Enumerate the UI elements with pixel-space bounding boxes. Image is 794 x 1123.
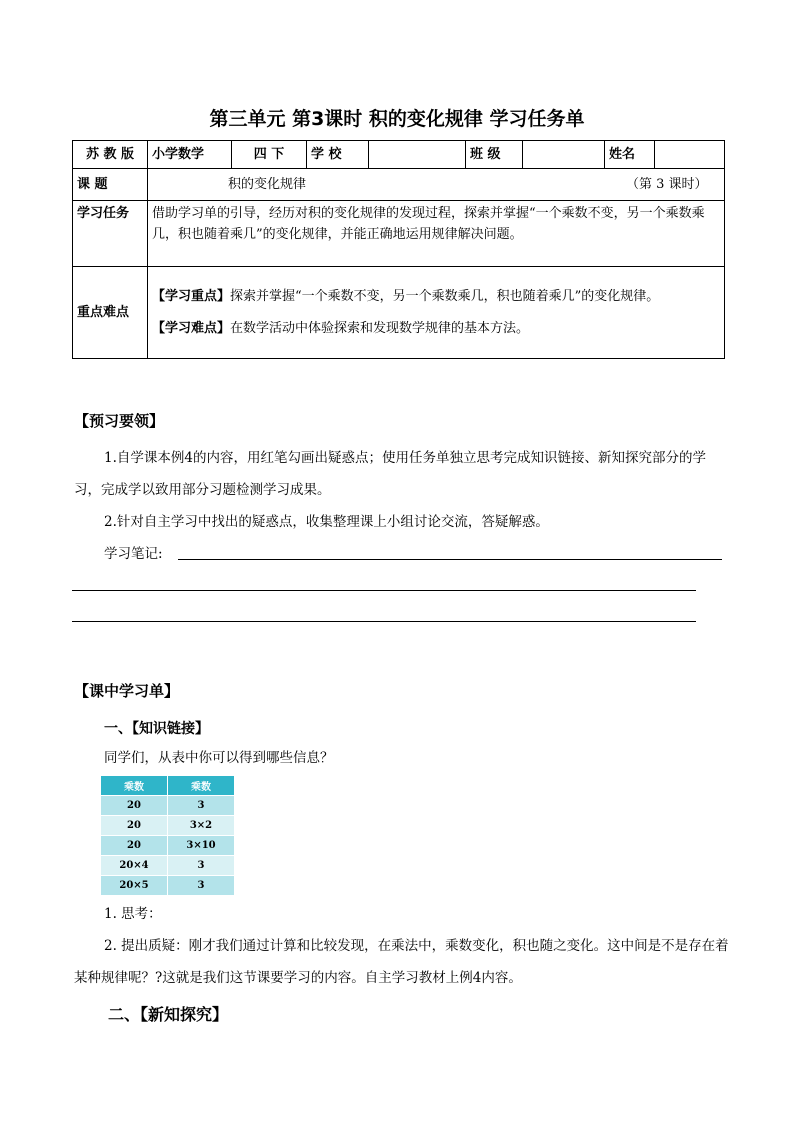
topic-label: 课 题 [73,169,148,201]
new-knowledge-heading: 二、【新知探究】 [108,1005,229,1024]
table-cell: 20 [101,836,168,856]
topic-value: 积的变化规律 [228,176,307,192]
school-label: 学 校 [307,141,369,169]
key-point-text: 探索并掌握“一个乘数不变，另一个乘数乘几，积也随着乘几”的变化规律。 [230,288,660,304]
notes-line-3[interactable] [72,621,696,622]
table-cell: 20 [101,796,168,816]
publisher-cell: 苏 教 版 [73,141,148,169]
lesson-number: （第 3 课时） [626,176,708,192]
difficulty-text: 在数学活动中体验探索和发现数学规律的基本方法。 [230,320,530,336]
task-label: 学习任务 [73,201,148,267]
table-cell: 3×10 [168,836,235,856]
in-class-heading: 【课中学习单】 [74,682,180,700]
key-point-tag: 【学习重点】 [152,288,231,304]
notes-label: 学习笔记: [104,546,163,562]
table-question: 同学们，从表中你可以得到哪些信息？ [104,750,334,766]
name-label: 姓名 [605,141,655,169]
notes-line-2[interactable] [72,590,696,591]
task-text: 借助学习单的引导，经历对积的变化规律的发现过程，探索并掌握“一个乘数不变，另一个乘数乘几，积也随着乘几”的变化规律，并能正确地运用规律解决问题。 [148,201,725,267]
name-value[interactable] [655,141,725,169]
info-table [72,140,725,359]
preview-item-2: 2.针对自主学习中找出的疑惑点，收集整理课上小组讨论交流，答疑解惑。 [104,514,549,530]
table-row [101,836,235,856]
raise-question: 2. 提出质疑：刚才我们通过计算和比较发现，在乘法中，乘数变化，积也随之变化。这中间是不是存在着某种规律呢？?这就是我们这节课要学习的内容。自主学习教材上例4内容。 [74,938,729,986]
table-cell: 3 [168,796,235,816]
table-cell: 20 [101,816,168,836]
subject-cell: 小学数学 [148,141,232,169]
table-cell: 3×2 [168,816,235,836]
table-row [101,856,235,876]
notes-line-1[interactable] [178,559,722,560]
difficulty-tag: 【学习难点】 [152,320,231,336]
school-value[interactable] [369,141,466,169]
table-row [101,796,235,816]
class-label: 班 级 [466,141,523,169]
preview-heading: 【预习要领】 [74,412,165,430]
table-header-row [101,776,235,796]
think-prompt: 1. 思考： [104,906,162,922]
knowledge-link-heading: 一、【知识链接】 [104,721,209,737]
header-cell: 乘数 [168,776,235,796]
header-cell: 乘数 [101,776,168,796]
class-value[interactable] [523,141,605,169]
table-cell: 3 [168,876,235,896]
key-label: 重点难点 [73,267,148,359]
multiplier-table [100,775,235,896]
key-cell [148,267,725,359]
grade-cell: 四 下 [232,141,307,169]
topic-cell [148,169,725,201]
table-row [101,816,235,836]
preview-item-1: 1.自学课本例4的内容，用红笔勾画出疑惑点；使用任务单独立思考完成知识链接、新知探究部分的学习，完成学以致用部分习题检测学习成果。 [74,450,706,498]
table-row [101,876,235,896]
table-cell: 20×4 [101,856,168,876]
table-cell: 3 [168,856,235,876]
table-cell: 20×5 [101,876,168,896]
page-title: 第三单元 第3课时 积的变化规律 学习任务单 [209,108,585,130]
